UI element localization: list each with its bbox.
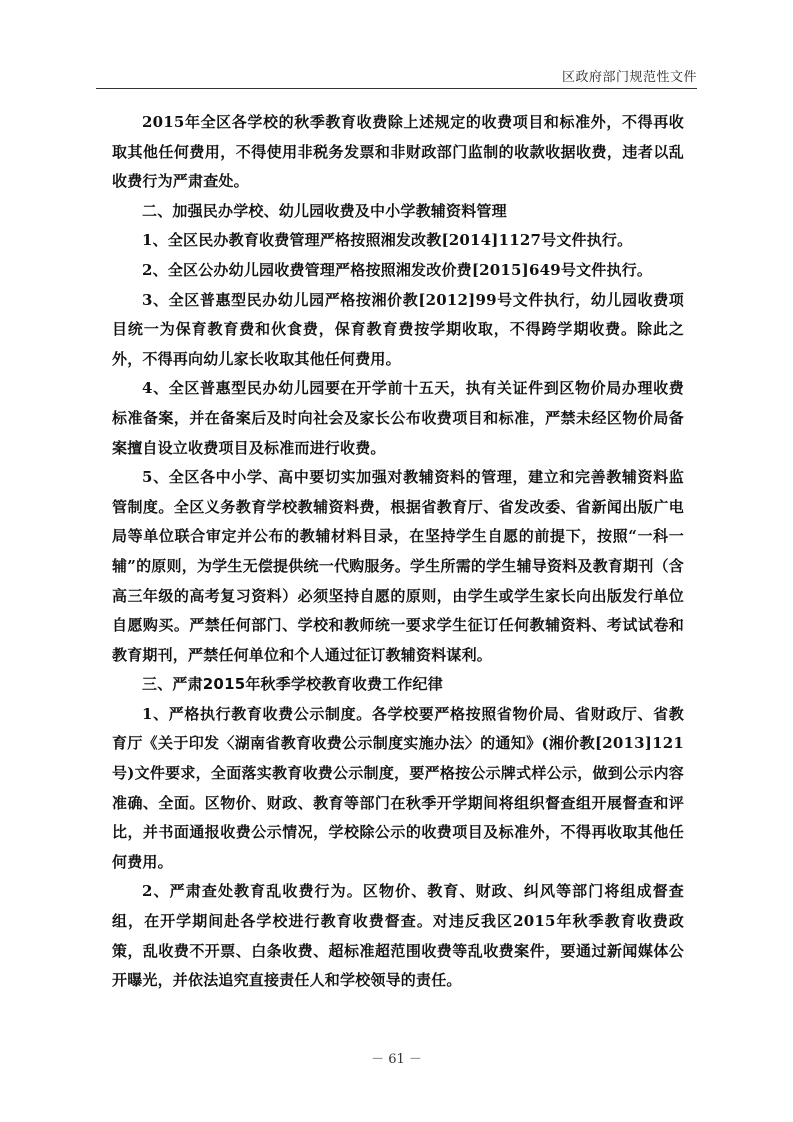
paragraph-3: 2、全区公办幼儿园收费管理严格按照湘发改价费[2015]649号文件执行。 (142, 260, 653, 279)
header-rule (96, 88, 697, 89)
page-number: － 61 － (371, 1052, 422, 1067)
document-body (112, 108, 684, 996)
paragraph-4: 3、全区普惠型民办幼儿园严格按湘价教[2012]99号文件执行，幼儿园收费项目统一为保育教育费和伙食费，保育教育费按学期收取，不得跨学期收费。除此之外，不得再向幼儿家长收取其他任何费用。 (112, 290, 684, 368)
section-heading-2: 二、加强民办学校、幼儿园收费及中小学教辅资料管理 (142, 201, 507, 220)
paragraph-5: 4、全区普惠型民办幼儿园要在开学前十五天，执有关证件到区物价局办理收费标准备案，并在备案后及时向社会及家长公布收费项目和标准，严禁未经区物价局备案擅自设立收费项目及标准而进行收费。 (112, 379, 684, 457)
header-title: 区政府部门规范性文件 (561, 70, 697, 85)
paragraph-2: 1、全区民办教育收费管理严格按照湘发改教[2014]1127号文件执行。 (142, 231, 633, 250)
paragraph-8: 2、严肃查处教育乱收费行为。区物价、教育、财政、纠风等部门将组成督查组，在开学期间赴各学校进行教育收费督查。对违反我区2015年秋季教育收费政策，乱收费不开票、白条收费、超标准超范围收费等乱收费案件，要通过新闻媒体公开曝光，并依法追究直接责任人和学校领导的责任。 (112, 882, 684, 990)
paragraph-6: 5、全区各中小学、高中要切实加强对教辅资料的管理，建立和完善教辅资料监管制度。全区义务教育学校教辅资料费，根据省教育厅、省发改委、省新闻出版广电局等单位联合审定并公布的教辅材料目录，在坚持学生自愿的前提下，按照“一科一辅”的原则，为学生无偿提供统一代购服务。学生所需的学生辅导资料及教育期刊（含高三年级的高考复习资料）必须坚持自愿的原则，由学生或学生家长向出版发行单位自愿购买。严禁任何部门、学校和教师统一要求学生征订任何教辅资料、考试试卷和教育期刊，严禁任何单位和个人通过征订教辅资料谋利。 (112, 468, 684, 664)
paragraph-7: 1、严格执行教育收费公示制度。各学校要严格按照省物价局、省财政厅、省教育厅《关于印发〈湖南省教育收费公示制度实施办法〉的通知》(湘价教[2013]121号)文件要求，全面落实教育收费公示制度，要严格按公示牌式样公示，做到公示内容准确、全面。区物价、财政、教育等部门在秋季开学期间将组织督查组开展督查和评比，并书面通报收费公示情况，学校除公示的收费项目及标准外，不得再收取其他任何费用。 (112, 704, 684, 871)
section-heading-3: 三、严肃2015年秋季学校教育收费工作纪律 (142, 675, 443, 694)
paragraph-1: 2015年全区各学校的秋季教育收费除上述规定的收费项目和标准外，不得再收取其他任何费用，不得使用非税务发票和非财政部门监制的收款收据收费，违者以乱收费行为严肃查处。 (112, 113, 684, 191)
